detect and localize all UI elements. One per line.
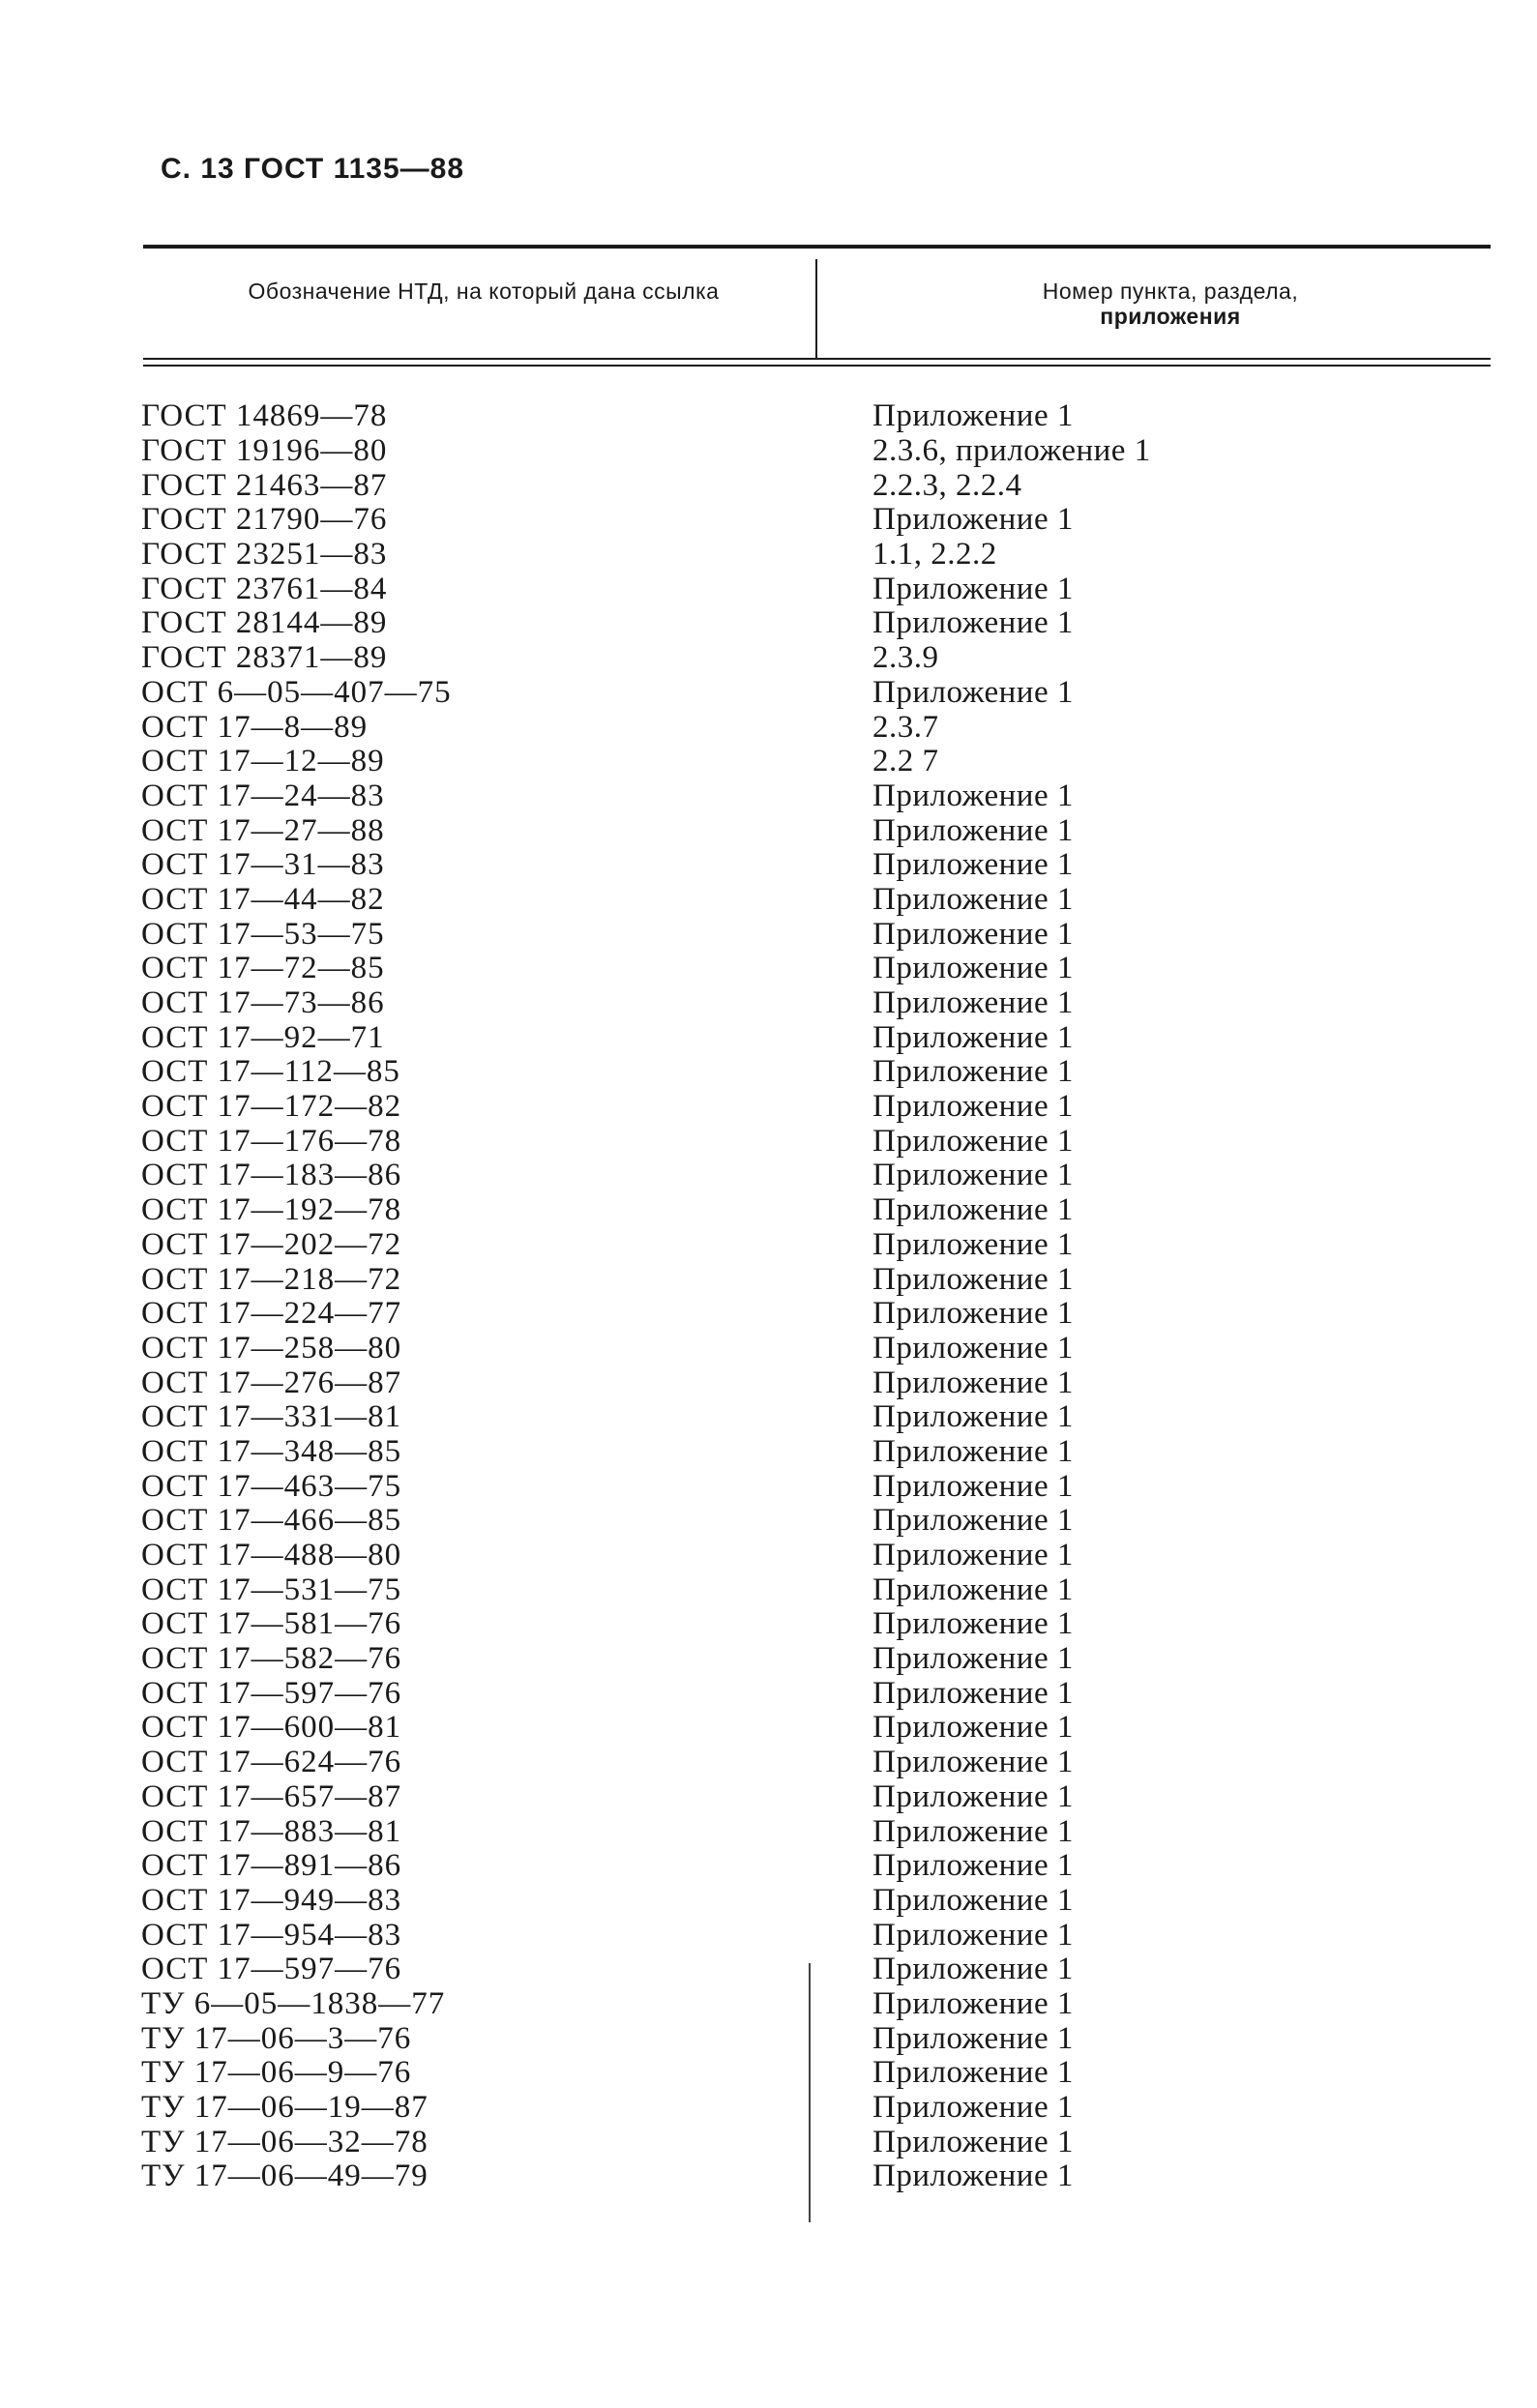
document-designation: ОСТ 17—600—81 — [141, 1710, 402, 1746]
section-reference: Приложение 1 — [872, 812, 1074, 848]
section-reference: Приложение 1 — [872, 1089, 1074, 1125]
document-designation: ТУ 17—06—3—76 — [141, 2020, 412, 2056]
section-reference: Приложение 1 — [872, 2020, 1074, 2056]
document-designation: ОСТ 17—466—85 — [141, 1503, 402, 1539]
section-reference: Приложение 1 — [872, 1952, 1074, 1987]
table-row — [135, 952, 1490, 986]
table-row — [135, 1642, 1490, 1677]
table-row — [135, 1849, 1490, 1884]
document-designation: ОСТ 17—463—75 — [141, 1468, 402, 1504]
section-reference: Приложение 1 — [872, 1226, 1074, 1262]
section-reference: Приложение 1 — [872, 571, 1074, 606]
document-designation: ОСТ 17—24—83 — [141, 778, 385, 813]
section-reference: Приложение 1 — [872, 605, 1074, 641]
section-reference: Приложение 1 — [872, 881, 1074, 917]
document-designation: ОСТ 17—581—76 — [141, 1606, 402, 1642]
table-row — [135, 434, 1490, 469]
document-designation: ОСТ 17—224—77 — [141, 1296, 402, 1332]
section-reference: Приложение 1 — [872, 847, 1074, 883]
section-reference: Приложение 1 — [872, 1158, 1074, 1193]
column-header-reference — [851, 279, 1490, 329]
section-reference: Приложение 1 — [872, 1019, 1074, 1055]
table-row — [135, 2021, 1490, 2056]
section-reference: Приложение 1 — [872, 1468, 1074, 1504]
document-designation: ОСТ 17—657—87 — [141, 1778, 402, 1814]
header-rule — [143, 358, 1491, 360]
table-row — [135, 572, 1490, 606]
section-reference: Приложение 1 — [872, 1813, 1074, 1849]
column-divider-body — [809, 1963, 811, 2222]
table-row — [135, 1814, 1490, 1849]
document-designation: ТУ 17—06—49—79 — [141, 2158, 429, 2194]
document-designation: ГОСТ 23761—84 — [141, 571, 388, 606]
table-row — [135, 1366, 1490, 1400]
table-row — [135, 1676, 1490, 1711]
document-designation: ТУ 17—06—19—87 — [141, 2090, 429, 2126]
section-reference: Приложение 1 — [872, 1399, 1074, 1435]
document-designation: ОСТ 17—348—85 — [141, 1433, 402, 1469]
section-reference: Приложение 1 — [872, 1917, 1074, 1953]
table-row — [135, 1228, 1490, 1263]
section-reference: Приложение 1 — [872, 502, 1074, 538]
table-row — [135, 1987, 1490, 2022]
section-reference: Приложение 1 — [872, 1985, 1074, 2021]
table-row — [135, 1953, 1490, 1987]
document-designation: ОСТ 17—624—76 — [141, 1745, 402, 1780]
top-rule — [143, 245, 1491, 249]
document-designation: ОСТ 17—954—83 — [141, 1917, 402, 1953]
table-row — [135, 2056, 1490, 2091]
column-divider — [815, 259, 817, 360]
section-reference: Приложение 1 — [872, 1296, 1074, 1332]
table-row — [135, 1607, 1490, 1642]
document-designation: ОСТ 17—531—75 — [141, 1571, 402, 1607]
table-row — [135, 1159, 1490, 1193]
section-reference: Приложение 1 — [872, 916, 1074, 952]
table-row — [135, 1539, 1490, 1573]
section-reference: Приложение 1 — [872, 1330, 1074, 1366]
table-row — [135, 1262, 1490, 1297]
document-designation: ТУ 6—05—1838—77 — [141, 1985, 446, 2021]
document-designation: ОСТ 17—258—80 — [141, 1330, 402, 1366]
table-row — [135, 1711, 1490, 1746]
table-row — [135, 1884, 1490, 1919]
section-reference: 2.3.7 — [872, 709, 939, 745]
section-reference: Приложение 1 — [872, 1571, 1074, 1607]
document-designation: ГОСТ 28371—89 — [141, 640, 388, 676]
section-reference: Приложение 1 — [872, 1433, 1074, 1469]
document-designation: ОСТ 17—112—85 — [141, 1054, 400, 1090]
document-designation: ГОСТ 21463—87 — [141, 467, 388, 503]
table-row — [135, 606, 1490, 641]
document-designation: ТУ 17—06—9—76 — [141, 2055, 412, 2091]
section-reference: Приложение 1 — [872, 778, 1074, 813]
table-row — [135, 1090, 1490, 1125]
section-reference: Приложение 1 — [872, 398, 1074, 434]
section-reference: Приложение 1 — [872, 1192, 1074, 1228]
table-row — [135, 883, 1490, 918]
table-row — [135, 813, 1490, 848]
section-reference: 2.2.3, 2.2.4 — [872, 467, 1022, 503]
table-row — [135, 1193, 1490, 1228]
document-designation: ОСТ 17—176—78 — [141, 1123, 402, 1159]
document-designation: ОСТ 17—597—76 — [141, 1952, 402, 1987]
section-reference: 2.3.9 — [872, 640, 939, 676]
column-header-reference-line-2: приложения — [1100, 304, 1241, 329]
table-row — [135, 986, 1490, 1021]
document-designation: ОСТ 17—276—87 — [141, 1365, 402, 1400]
section-reference: Приложение 1 — [872, 2124, 1074, 2159]
document-designation: ОСТ 17—44—82 — [141, 881, 385, 917]
section-reference: Приложение 1 — [872, 985, 1074, 1021]
table-row — [135, 503, 1490, 538]
table-row — [135, 1124, 1490, 1159]
reference-table-body — [135, 399, 1490, 2194]
section-reference: Приложение 1 — [872, 1054, 1074, 1090]
table-row — [135, 745, 1490, 779]
document-designation: ОСТ 17—12—89 — [141, 744, 385, 779]
document-designation: ГОСТ 28144—89 — [141, 605, 388, 641]
section-reference: Приложение 1 — [872, 1123, 1074, 1159]
document-designation: ОСТ 17—883—81 — [141, 1813, 402, 1849]
header-rule-double — [143, 365, 1491, 367]
section-reference: Приложение 1 — [872, 1848, 1074, 1884]
section-reference: Приложение 1 — [872, 2158, 1074, 2194]
section-reference: Приложение 1 — [872, 1365, 1074, 1400]
document-designation: ОСТ 17—172—82 — [141, 1089, 402, 1125]
document-designation: ГОСТ 19196—80 — [141, 433, 388, 469]
page-header: С. 13 ГОСТ 1135—88 — [161, 153, 465, 185]
document-designation: ОСТ 17—8—89 — [141, 709, 369, 745]
document-designation: ОСТ 17—331—81 — [141, 1399, 402, 1435]
table-row — [135, 538, 1490, 573]
document-designation: ОСТ 17—949—83 — [141, 1882, 402, 1918]
table-row — [135, 641, 1490, 676]
table-row — [135, 1746, 1490, 1780]
section-reference: 1.1, 2.2.2 — [872, 537, 997, 573]
table-row — [135, 1780, 1490, 1815]
document-designation: ОСТ 17—183—86 — [141, 1158, 402, 1193]
document-designation: ОСТ 17—597—76 — [141, 1675, 402, 1711]
table-row — [135, 1297, 1490, 1332]
table-row — [135, 1572, 1490, 1607]
table-row — [135, 2125, 1490, 2159]
document-designation: ОСТ 17—192—78 — [141, 1192, 402, 1228]
document-designation: ГОСТ 14869—78 — [141, 398, 388, 434]
table-row — [135, 1055, 1490, 1090]
document-designation: ОСТ 17—73—86 — [141, 985, 385, 1021]
document-designation: ОСТ 17—218—72 — [141, 1261, 402, 1297]
table-row — [135, 676, 1490, 711]
table-row — [135, 1469, 1490, 1504]
section-reference: Приложение 1 — [872, 1675, 1074, 1711]
section-reference: Приложение 1 — [872, 1538, 1074, 1573]
table-row — [135, 1332, 1490, 1366]
section-reference: Приложение 1 — [872, 1261, 1074, 1297]
section-reference: Приложение 1 — [872, 951, 1074, 986]
table-row — [135, 1918, 1490, 1953]
document-designation: ГОСТ 21790—76 — [141, 502, 388, 538]
document-designation: ОСТ 17—72—85 — [141, 951, 385, 986]
section-reference: Приложение 1 — [872, 1641, 1074, 1677]
table-row — [135, 1020, 1490, 1055]
section-reference: Приложение 1 — [872, 1606, 1074, 1642]
document-designation: ОСТ 17—582—76 — [141, 1641, 402, 1677]
column-header-document: Обозначение НТД, на который дана ссылка — [248, 279, 720, 304]
document-designation: ОСТ 17—53—75 — [141, 916, 385, 952]
table-row — [135, 848, 1490, 883]
table-row — [135, 710, 1490, 745]
section-reference: Приложение 1 — [872, 1882, 1074, 1918]
document-designation: ОСТ 6—05—407—75 — [141, 674, 452, 710]
document-designation: ОСТ 17—31—83 — [141, 847, 385, 883]
document-designation: ОСТ 17—92—71 — [141, 1019, 385, 1055]
document-designation: ТУ 17—06—32—78 — [141, 2124, 429, 2159]
section-reference: Приложение 1 — [872, 2090, 1074, 2126]
table-row — [135, 1504, 1490, 1539]
document-designation: ОСТ 17—891—86 — [141, 1848, 402, 1884]
table-row — [135, 2091, 1490, 2126]
document-designation: ОСТ 17—202—72 — [141, 1226, 402, 1262]
section-reference: Приложение 1 — [872, 2055, 1074, 2091]
column-header-reference-line-1: Номер пункта, раздела, — [1042, 279, 1299, 304]
section-reference: Приложение 1 — [872, 1778, 1074, 1814]
section-reference: Приложение 1 — [872, 1745, 1074, 1780]
table-row — [135, 468, 1490, 503]
document-designation: ГОСТ 23251—83 — [141, 537, 388, 573]
table-row — [135, 779, 1490, 814]
section-reference: Приложение 1 — [872, 1503, 1074, 1539]
table-row — [135, 917, 1490, 952]
document-designation: ОСТ 17—27—88 — [141, 812, 385, 848]
table-row — [135, 1435, 1490, 1470]
table-row — [135, 2159, 1490, 2194]
table-row — [135, 1400, 1490, 1435]
section-reference: Приложение 1 — [872, 1710, 1074, 1746]
section-reference: 2.2 7 — [872, 744, 939, 779]
document-designation: ОСТ 17—488—80 — [141, 1538, 402, 1573]
table-row — [135, 399, 1490, 434]
section-reference: Приложение 1 — [872, 674, 1074, 710]
section-reference: 2.3.6, приложение 1 — [872, 433, 1151, 469]
